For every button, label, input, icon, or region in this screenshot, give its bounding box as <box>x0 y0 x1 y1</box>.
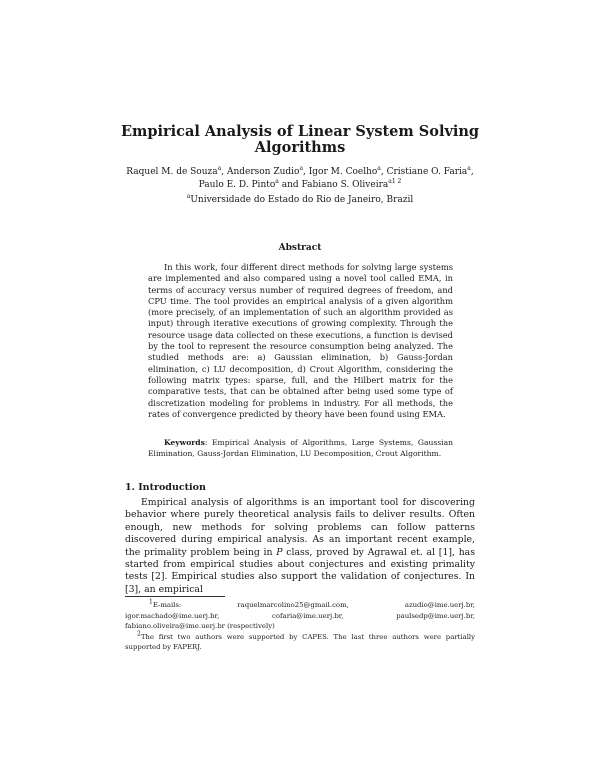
paper-title: Empirical Analysis of Linear System Solving Algorithms <box>120 123 480 156</box>
author-affil-mark: a1 2 <box>388 178 402 185</box>
abstract-text: In this work, four different direct methods for solving large systems are implemented and also compared using a novel tool called EMA, in terms of accuracy versus number of required degrees of freedom, and CPU time. The tool provides an empirical analysis of a given algorithm (more precisely, of an implementation of such an algorithm provided as input) through iterative executions of growing complexity. Through the resource usage data collected on these executions, a function is devised by the tool to represent the resource consumption being analyzed. The studied methods are: a) Gaussian elimination, b) Gauss-Jordan elimination, c) LU decomposition, d) Crout Algorithm, considering the following matrix types: sparse, full, and the Hilbert matrix for the comparative tests, that can be obtained after being used some type of discretization modeling for problems in industry. For all methods, the rates of convergence predicted by theory have been found using EMA. <box>148 262 453 419</box>
keywords-label: Keywords <box>164 438 205 447</box>
footnotes <box>125 600 475 653</box>
author-name: Raquel M. de Souza <box>126 167 218 177</box>
keywords <box>148 437 453 459</box>
author-list: Raquel M. de Souza$^a$, Anderson Zudio$^a$, Igor M. Coelho$^a$, Cristiane O. Faria$^a$, Paulo E. D. Pinto$^a$ and Fabiano S. Oliveira$^{a1 2}$ <box>126 165 474 190</box>
footnote-rule <box>125 596 225 597</box>
footnote-1 <box>125 600 475 611</box>
author-affil-mark: a <box>299 165 304 172</box>
keywords-text: : Empirical Analysis of Algorithms, Large Systems, Gaussian Elimination, Gauss-Jordan Elimination, LU Decomposition, Crout Algorithm. <box>148 438 453 458</box>
footnote-2-text: The first two authors were supported by CAPES. The last three authors were partially supported by FAPERJ. <box>125 632 475 652</box>
introduction-text <box>125 497 475 596</box>
author-name: Paulo E. D. Pinto <box>198 180 276 190</box>
intro-text-part: Empirical analysis of algorithms is an important tool for discovering behavior where purely theoretical analysis fails to deliver results. Often enough, new methods for solving problems can follow patterns discovered during empirical analysis. As an important recent example, the primality problem being in <box>125 497 475 558</box>
footnote-1-email: azudio@ime.uerj.br, <box>404 601 475 609</box>
abstract-heading: Abstract <box>278 243 322 253</box>
footnote-1-label: E-mails: <box>152 601 182 609</box>
section-heading-introduction: 1. Introduction <box>125 482 206 493</box>
affiliation-mark: a <box>186 193 191 200</box>
footnote-1-continued: igor.machado@ime.uerj.br, cofaria@ime.uerj.br, paulsedp@ime.uerj.br, fabiano.oliveira@ime.uerj.br (respectively) <box>125 611 475 631</box>
affiliation <box>110 194 490 207</box>
author-affil-mark: a <box>217 165 222 172</box>
intro-text-p-class: P <box>276 546 283 558</box>
footnote-1-email: raquelmarcolino25@gmail.com, <box>237 601 349 609</box>
author-affil-mark: a <box>377 165 381 172</box>
footnote-mark: 1 <box>149 598 153 606</box>
footnote-2 <box>125 632 475 653</box>
author-name: and Fabiano S. Oliveira <box>278 180 389 190</box>
footnote-mark: 2 <box>137 630 141 638</box>
author-name: , Igor M. Coelho <box>303 167 378 177</box>
intro-text-part: class, proved by Agrawal et. al [1], has started from empirical studies about conjectures and existing primality tests [2]. Empirical studies also support the validation of conjectures. In [3], an empirical <box>125 546 475 595</box>
author-affil-mark: a <box>275 178 279 185</box>
author-name: , Cristiane O. Faria <box>380 167 468 177</box>
author-affil-mark: a <box>467 165 471 172</box>
author-name: , Anderson Zudio <box>221 167 300 177</box>
affiliation-text: Universidade do Estado do Rio de Janeiro, Brazil <box>190 195 414 205</box>
